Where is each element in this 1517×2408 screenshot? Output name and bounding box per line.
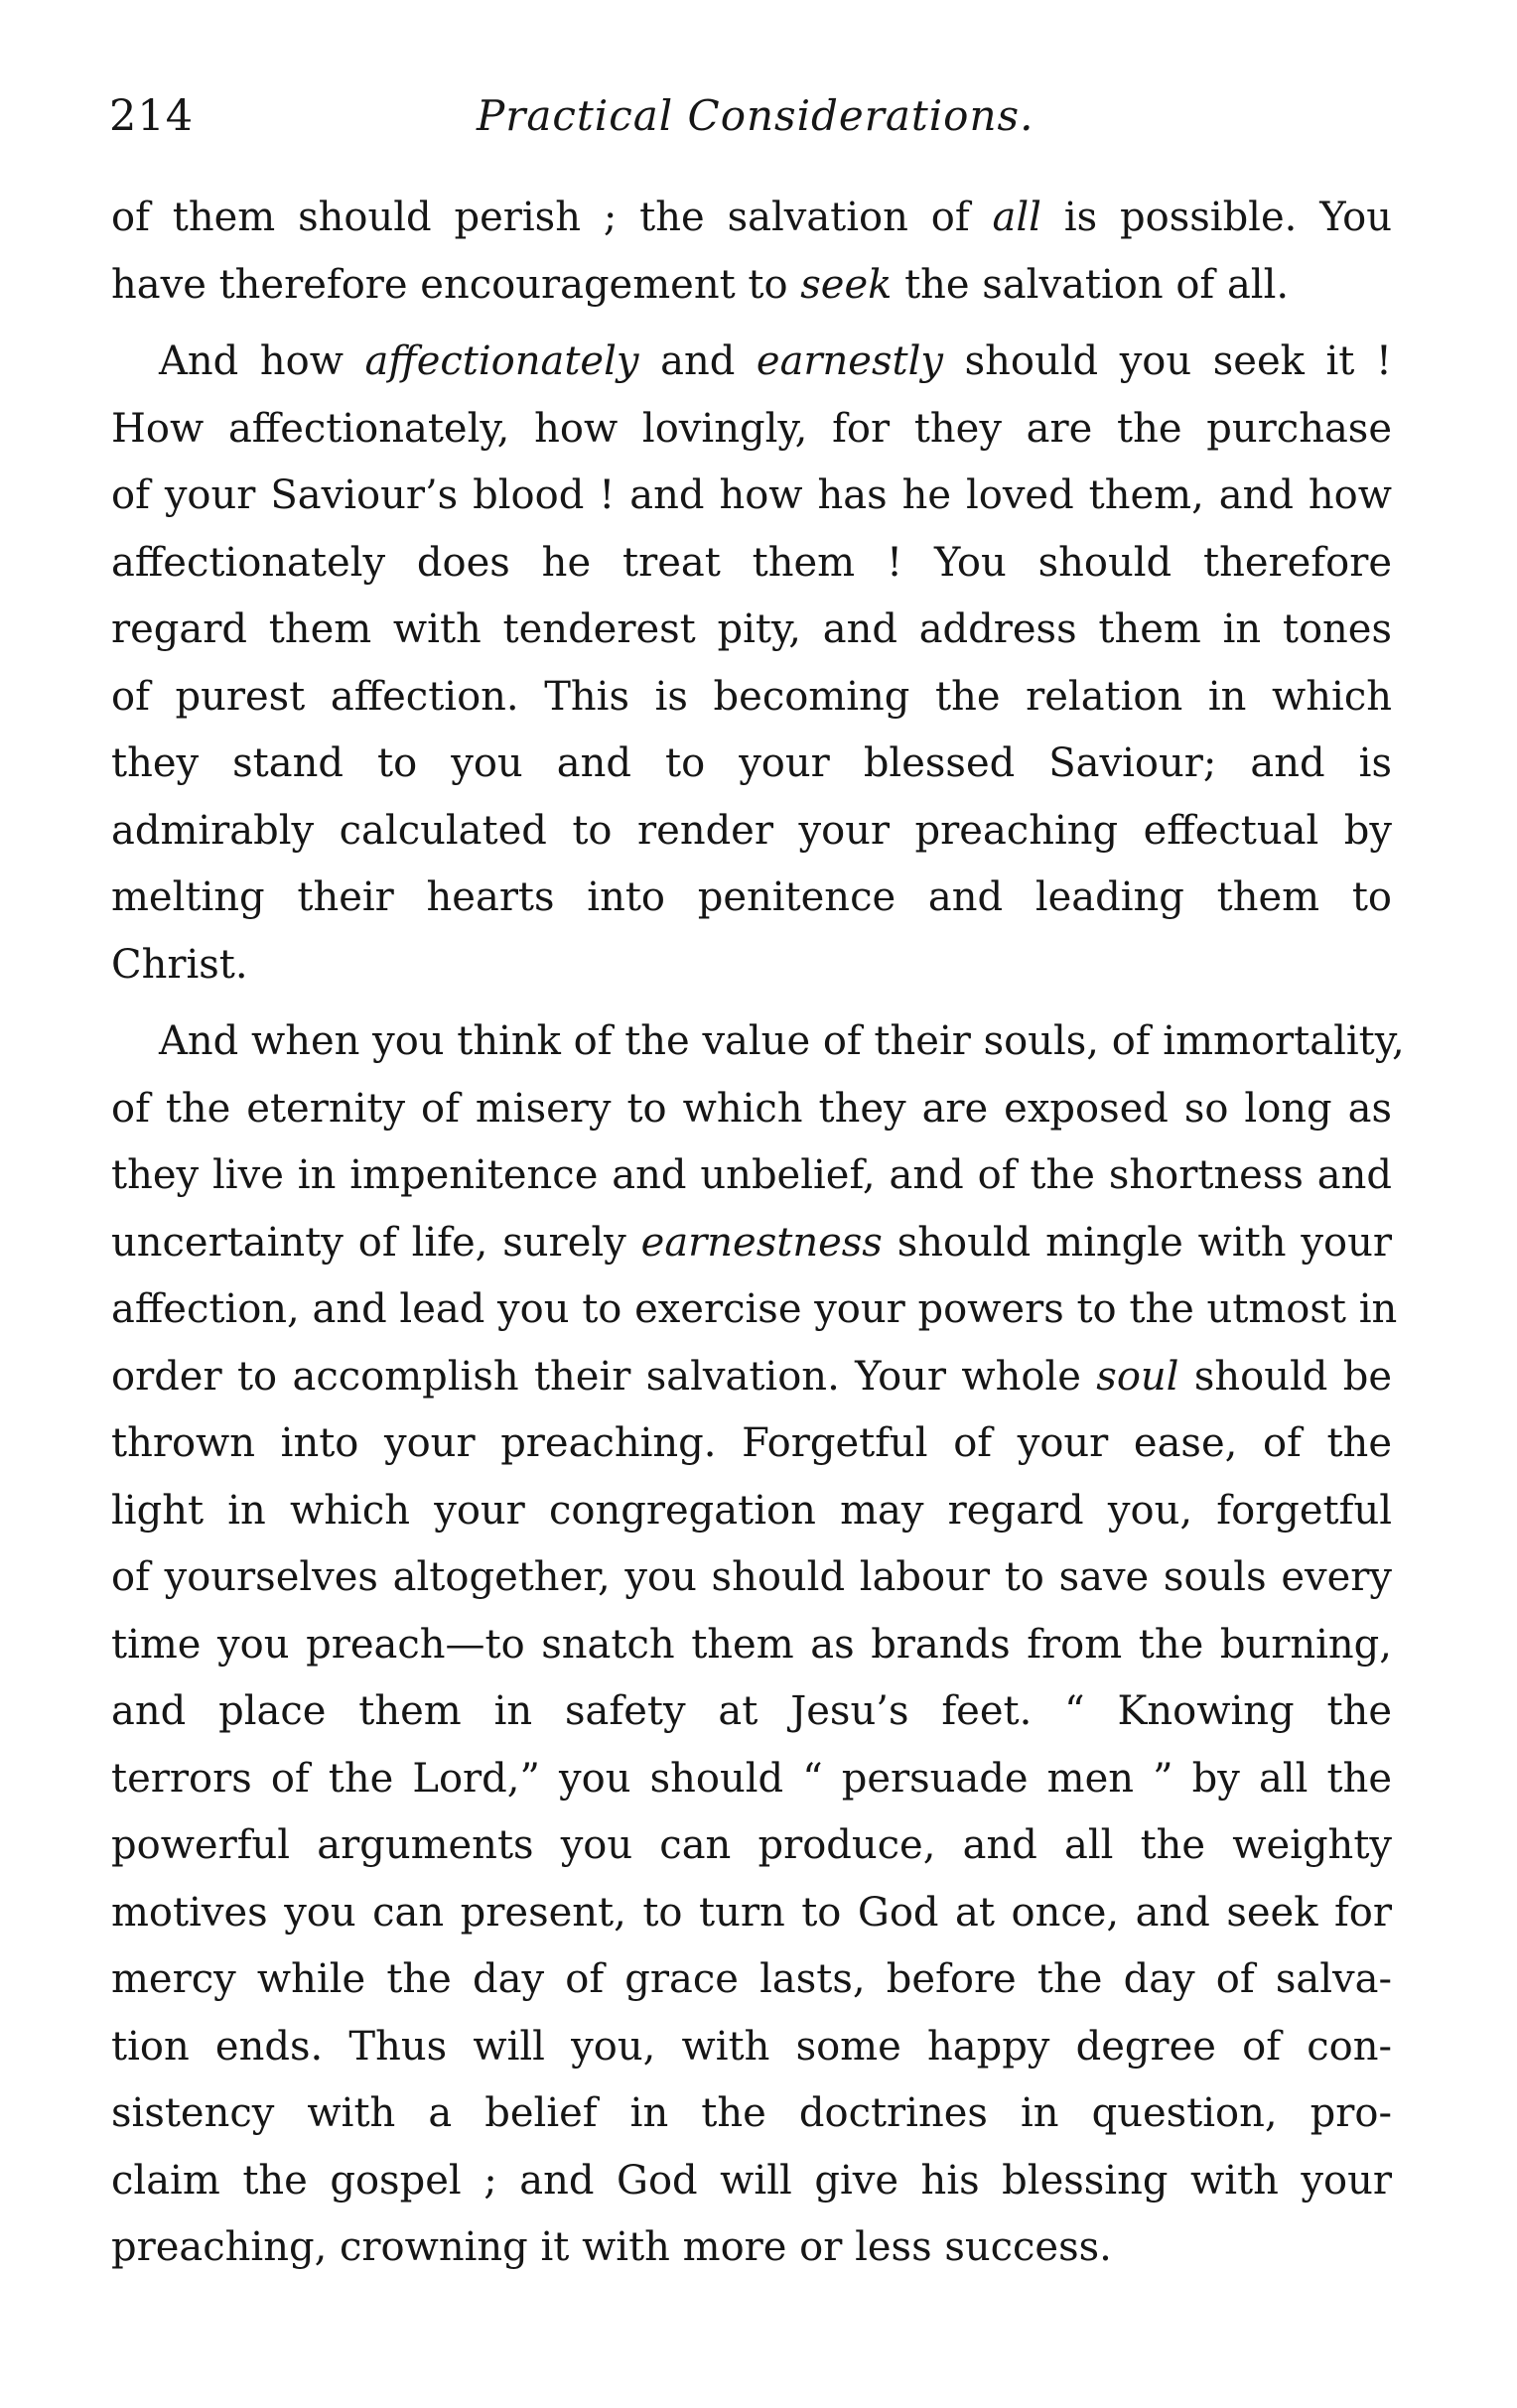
- text-run: mercy while the day of grace lasts, before the day of salva-: [111, 1956, 1392, 2002]
- text-run: affection, and lead you to exercise your powers to the utmost in: [111, 1286, 1398, 1332]
- page-number: 214: [109, 91, 195, 141]
- text-run: and: [638, 338, 757, 384]
- text-run: thrown into your preaching. Forgetful of your ease, of the: [111, 1420, 1392, 1466]
- text-run: Christ.: [111, 941, 248, 988]
- text-run: they live in impenitence and unbelief, and of the shortness and: [111, 1152, 1392, 1198]
- italic-run: all: [992, 195, 1041, 240]
- text-line: [111, 1812, 1392, 1880]
- italic-run: soul: [1096, 1353, 1179, 1400]
- text-line: [111, 329, 1392, 396]
- italic-run: affectionately: [364, 338, 639, 384]
- text-run: regard them with tenderest pity, and address them in tones: [111, 606, 1392, 652]
- paragraph-1: [111, 185, 1392, 319]
- text-run: powerful arguments you can produce, and all the weighty: [111, 1822, 1392, 1868]
- text-line: [111, 1076, 1392, 1143]
- text-line: [111, 1612, 1392, 1679]
- text-run: the salvation of all.: [892, 261, 1290, 308]
- text-run: claim the gospel ; and God will give his blessing with your: [111, 2157, 1392, 2204]
- text-run: of them should perish ; the salvation of: [111, 195, 993, 240]
- text-run: of purest affection. This is becoming the relation in which: [111, 673, 1392, 720]
- text-line: [111, 1946, 1392, 2014]
- italic-run: earnestness: [640, 1219, 883, 1266]
- text-run: order to accomplish their salvation. Your whole: [111, 1353, 1097, 1400]
- text-line: [111, 463, 1392, 530]
- text-line: [111, 185, 1392, 252]
- text-run: should you seek it !: [942, 338, 1392, 384]
- text-line: [111, 1880, 1392, 1947]
- text-run: should be: [1178, 1353, 1392, 1400]
- text-line: [111, 865, 1392, 932]
- paragraph-3: [111, 1008, 1405, 2282]
- running-title: Practical Considerations.: [477, 91, 1034, 140]
- text-run: affectionately does he treat them ! You should therefore: [111, 539, 1392, 586]
- text-run: admirably calculated to render your preaching effectual by: [111, 807, 1392, 854]
- text-line: [111, 2148, 1392, 2215]
- text-line: [111, 1142, 1392, 1210]
- text-run: motives you can present, to turn to God at once, and seek for: [111, 1889, 1392, 1936]
- text-line: [111, 798, 1392, 866]
- text-line: [111, 1410, 1392, 1478]
- text-run: sistency with a belief in the doctrines in question, pro-: [111, 2090, 1392, 2136]
- paragraph-2: [111, 329, 1392, 999]
- text-line: [111, 2214, 1392, 2282]
- text-run: And when you think of the value of their souls, of immortality,: [159, 1018, 1405, 1064]
- text-run: of the eternity of misery to which they are exposed so long as: [111, 1085, 1392, 1132]
- page-header: [109, 81, 1400, 151]
- body-text: [111, 185, 1405, 2282]
- text-run: light in which your congregation may regard you, forgetful: [111, 1487, 1392, 1534]
- text-run: And how: [159, 338, 365, 384]
- text-line: [111, 932, 1392, 1000]
- text-run: preaching, crowning it with more or less success.: [111, 2224, 1112, 2270]
- text-line: [111, 1344, 1392, 1411]
- text-run: should mingle with your: [882, 1219, 1392, 1266]
- italic-run: seek: [800, 261, 893, 308]
- text-run: have therefore encouragement to: [111, 261, 801, 308]
- text-run: How affectionately, how lovingly, for they are the purchase: [111, 405, 1392, 452]
- italic-run: earnestly: [756, 338, 943, 384]
- text-line: [111, 1478, 1392, 1545]
- text-run: of yourselves altogether, you should labour to save souls every: [111, 1554, 1392, 1600]
- text-line: [111, 1544, 1392, 1612]
- text-line: [111, 1746, 1392, 1813]
- text-line: [111, 1210, 1392, 1277]
- text-line: [111, 396, 1392, 464]
- text-run: of your Saviour’s blood ! and how has he loved them, and how: [111, 472, 1392, 518]
- text-run: they stand to you and to your blessed Saviour; and is: [111, 740, 1392, 786]
- text-line: [111, 530, 1392, 598]
- text-line: [111, 664, 1392, 732]
- text-line: [111, 252, 1392, 320]
- text-line: [111, 1276, 1398, 1344]
- text-run: melting their hearts into penitence and leading them to: [111, 874, 1392, 920]
- text-run: and place them in safety at Jesu’s feet. “ Knowing the: [111, 1688, 1392, 1734]
- text-line: [111, 597, 1392, 664]
- text-run: time you preach—to snatch them as brands from the burning,: [111, 1621, 1392, 1668]
- text-run: terrors of the Lord,” you should “ persuade men ” by all the: [111, 1755, 1392, 1802]
- text-line: [111, 1678, 1392, 1746]
- text-run: uncertainty of life, surely: [111, 1219, 641, 1266]
- text-run: tion ends. Thus will you, with some happy degree of con-: [111, 2023, 1392, 2070]
- text-line: [111, 2014, 1392, 2081]
- text-line: [111, 1008, 1405, 1076]
- text-run: is possible. You: [1040, 195, 1393, 240]
- text-line: [111, 2080, 1392, 2148]
- text-line: [111, 731, 1392, 798]
